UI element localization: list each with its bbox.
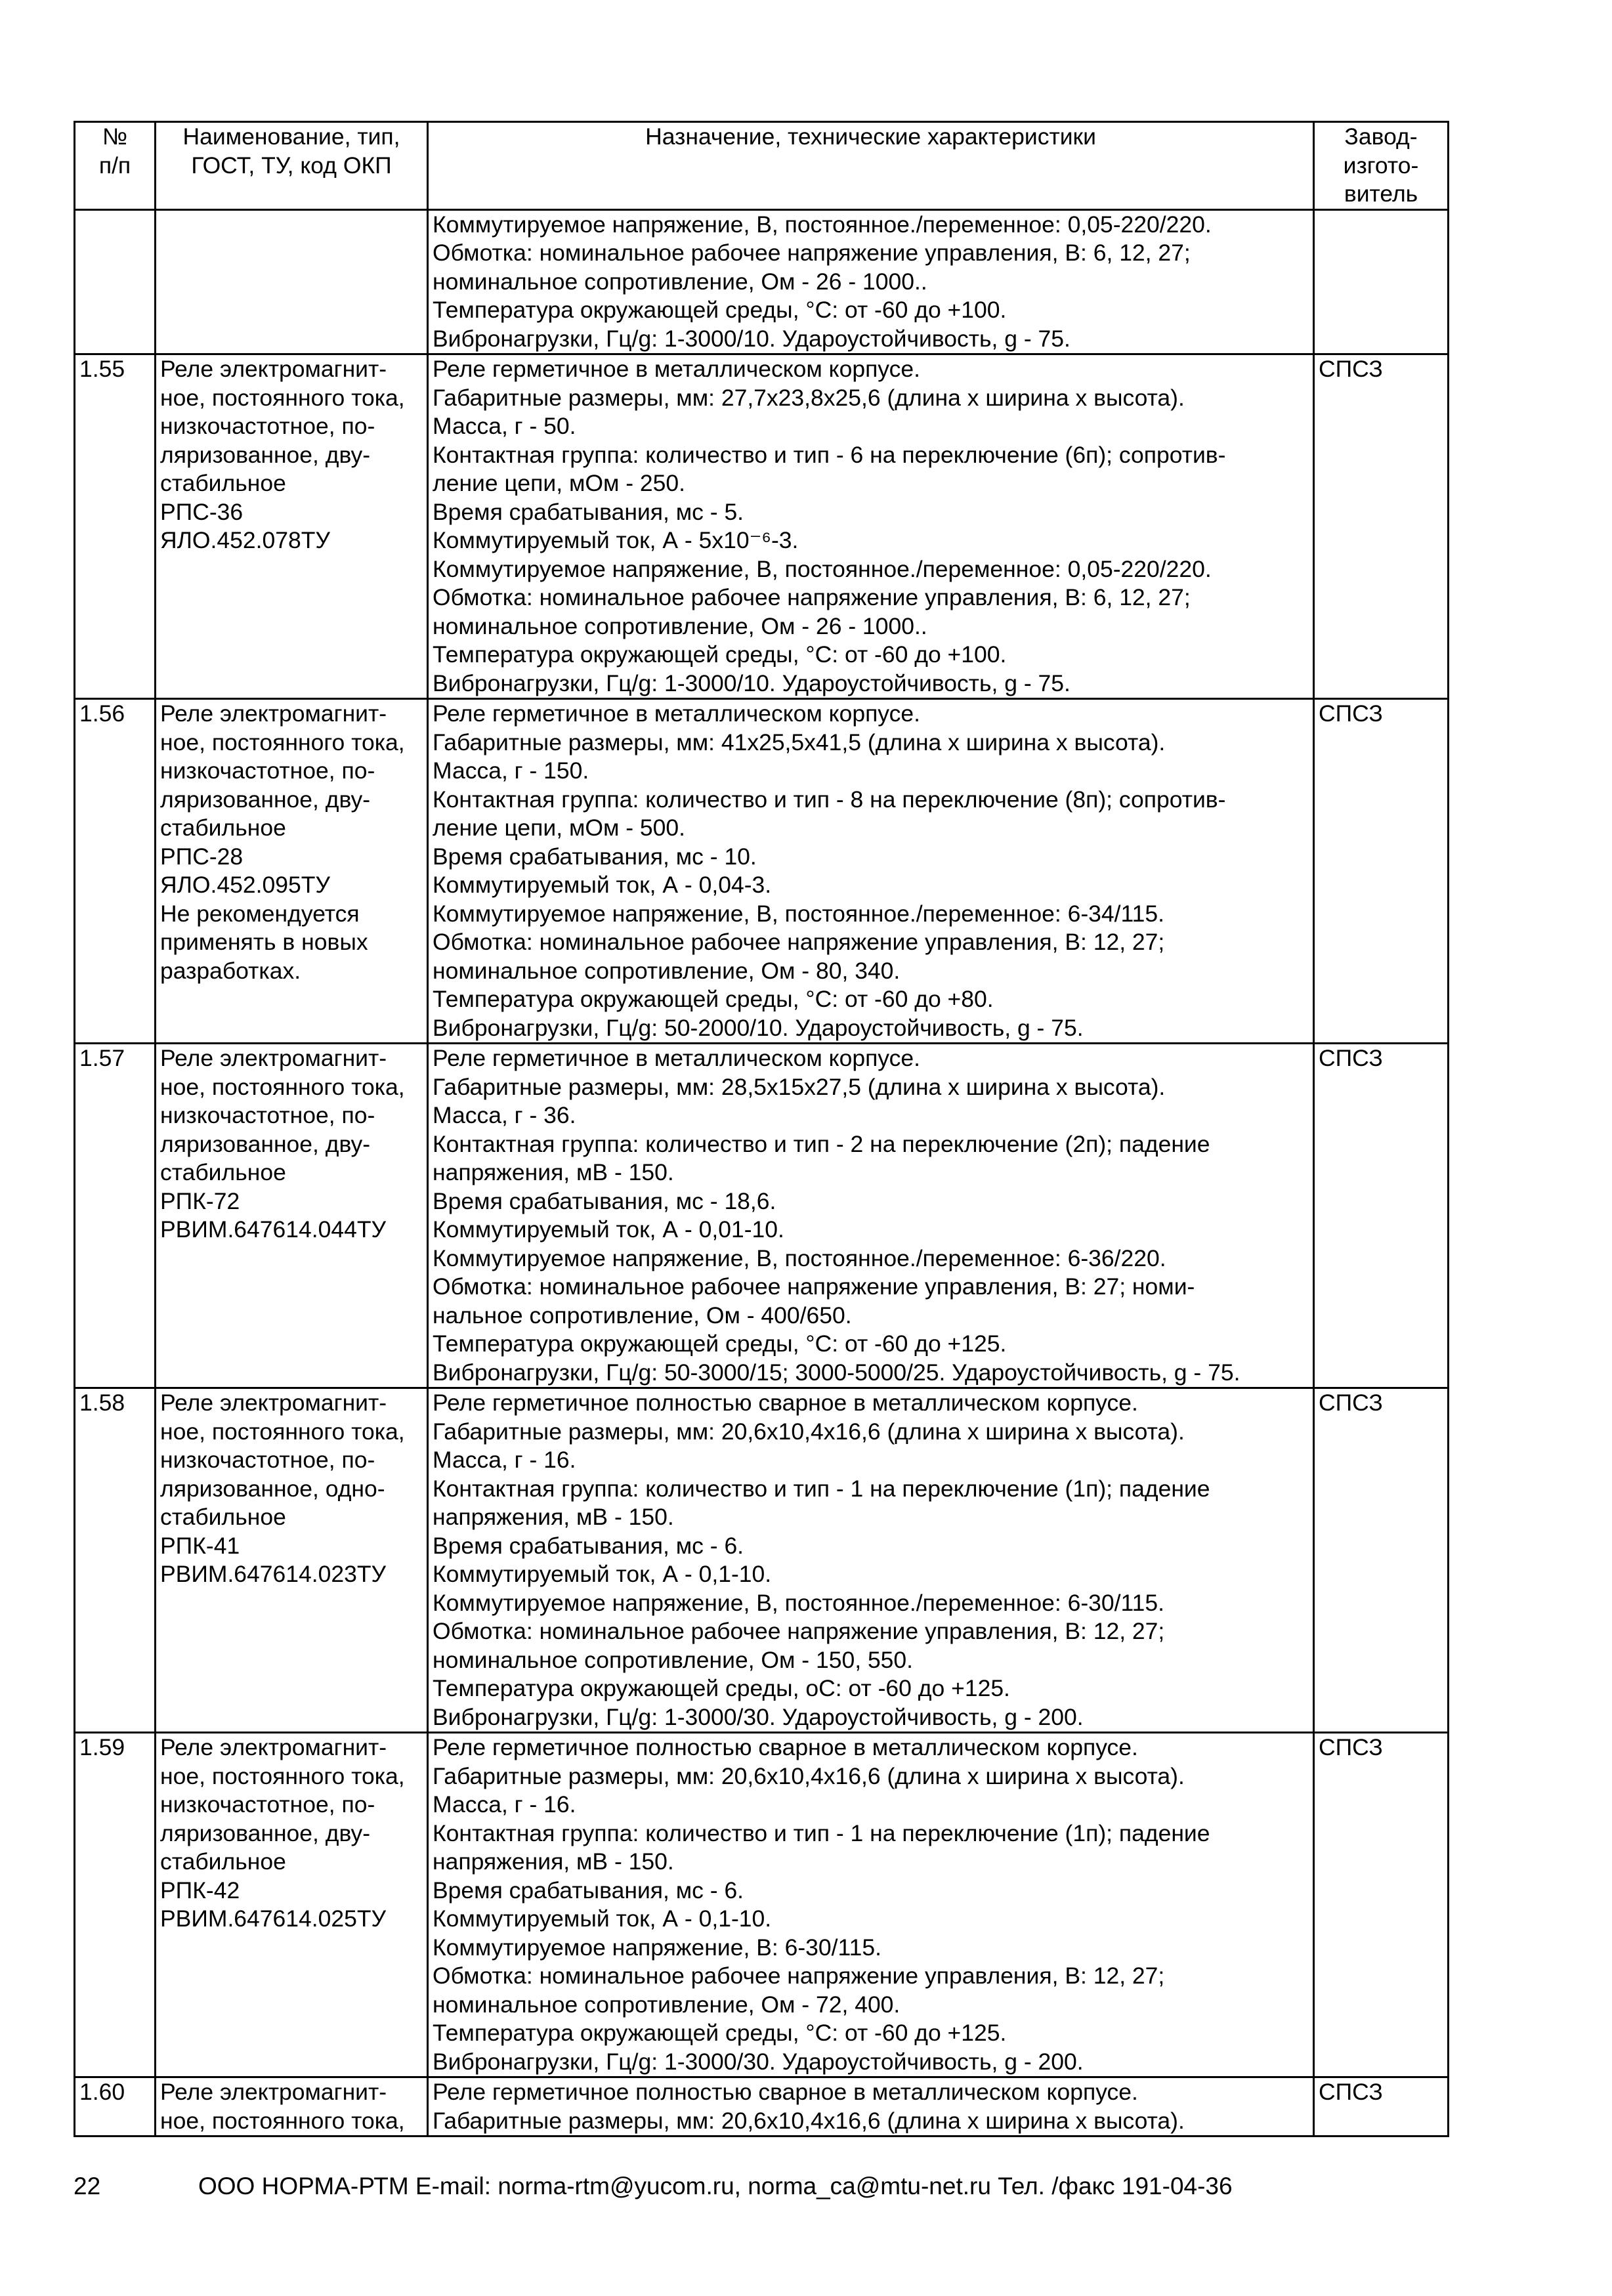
spec-line: Коммутируемый ток, А - 5х10⁻⁶-3. — [433, 527, 799, 553]
spec-line: Коммутируемое напряжение, В, постоянное./переменное: 6-36/220. — [433, 1244, 1166, 1271]
name-line: РПК-41 — [160, 1532, 240, 1559]
name-line: ляризованное, дву- — [160, 1130, 371, 1157]
name-line: РВИМ.647614.023ТУ — [160, 1561, 387, 1587]
spec-line: Коммутируемое напряжение, В: 6-30/115. — [433, 1934, 881, 1961]
spec-line: Время срабатывания, мс - 6. — [433, 1532, 744, 1559]
spec-line: Габаритные размеры, мм: 20,6х10,4х16,6 (длина х ширина х высота). — [433, 2107, 1185, 2134]
spec-line: Реле герметичное в металлическом корпусе. — [433, 1045, 921, 1071]
row-specs — [428, 1388, 1314, 1733]
name-line: низкочастотное, по- — [160, 757, 375, 784]
spec-line: Масса, г - 150. — [433, 757, 589, 784]
table-row — [75, 209, 1449, 354]
name-line: ляризованное, дву- — [160, 1819, 371, 1846]
table-row — [75, 1388, 1449, 1733]
spec-line: Температура окружающей среды, °С: от -60 до +125. — [433, 1330, 1007, 1357]
name-line: стабильное — [160, 470, 286, 496]
spec-line: ление цепи, мОм - 250. — [433, 470, 686, 496]
page-number: 22 — [74, 2173, 101, 2200]
row-manufacturer: СПСЗ — [1314, 1733, 1449, 2077]
row-specs — [428, 2077, 1314, 2137]
spec-line: Контактная группа: количество и тип - 8 на переключение (8п); сопротив- — [433, 786, 1226, 813]
header-line: ГОСТ, ТУ, код ОКП — [191, 152, 392, 179]
name-line: ляризованное, одно- — [160, 1475, 385, 1502]
spec-line: Обмотка: номинальное рабочее напряжение управления, В: 27; номи- — [433, 1273, 1195, 1300]
header-specs — [428, 122, 1314, 210]
name-line: стабильное — [160, 1848, 286, 1875]
name-line: низкочастотное, по- — [160, 1791, 375, 1818]
name-line: низкочастотное, по- — [160, 413, 375, 439]
spec-line: Коммутируемый ток, А - 0,01-10. — [433, 1216, 784, 1243]
row-specs — [428, 699, 1314, 1044]
row-name — [156, 1044, 428, 1388]
header-line: витель — [1344, 181, 1418, 207]
spec-line: Вибронагрузки, Гц/g: 1-3000/30. Удароустойчивость, g - 200. — [433, 1703, 1084, 1730]
spec-line: номинальное сопротивление, Ом - 80, 340. — [433, 957, 901, 984]
spec-line: Обмотка: номинальное рабочее напряжение управления, В: 6, 12, 27; — [433, 240, 1191, 266]
name-line: низкочастотное, по- — [160, 1102, 375, 1128]
row-specs — [428, 209, 1314, 354]
row-number: 1.59 — [75, 1733, 156, 2077]
name-line: РПС-36 — [160, 498, 244, 525]
spec-line: Габаритные размеры, мм: 41х25,5х41,5 (длина х ширина х высота). — [433, 729, 1166, 755]
spec-line: Контактная группа: количество и тип - 1 на переключение (1п); падение — [433, 1475, 1210, 1502]
spec-line: Габаритные размеры, мм: 20,6х10,4х16,6 (длина х ширина х высота). — [433, 1762, 1185, 1789]
spec-line: номинальное сопротивление, Ом - 72, 400. — [433, 1991, 901, 2018]
row-manufacturer — [1314, 209, 1449, 354]
spec-line: Время срабатывания, мс - 18,6. — [433, 1187, 776, 1214]
spec-line: Вибронагрузки, Гц/g: 50-3000/15; 3000-5000/25. Удароустойчивость, g - 75. — [433, 1359, 1241, 1386]
row-number: 1.60 — [75, 2077, 156, 2137]
name-line: стабильное — [160, 1159, 286, 1185]
header-line: Завод- — [1344, 123, 1418, 150]
name-line: Реле электромагнит- — [160, 1045, 387, 1071]
spec-line: Реле герметичное полностью сварное в металлическом корпусе. — [433, 1390, 1138, 1416]
header-line: Назначение, технические характеристики — [645, 123, 1096, 150]
header-line: Наименование, тип, — [182, 123, 400, 150]
spec-line: Температура окружающей среды, оС: от -60 до +125. — [433, 1675, 1010, 1701]
spec-line: Коммутируемое напряжение, В, постоянное./переменное: 6-30/115. — [433, 1589, 1164, 1616]
spec-line: Обмотка: номинальное рабочее напряжение управления, В: 12, 27; — [433, 1618, 1165, 1644]
spec-line: Коммутируемое напряжение, В, постоянное./переменное: 6-34/115. — [433, 900, 1164, 927]
table-row — [75, 354, 1449, 699]
name-line: Реле электромагнит- — [160, 356, 387, 382]
spec-line: Габаритные размеры, мм: 20,6х10,4х16,6 (длина х ширина х высота). — [433, 1418, 1185, 1445]
spec-line: Время срабатывания, мс - 10. — [433, 843, 757, 870]
spec-line: Вибронагрузки, Гц/g: 1-3000/30. Удароустойчивость, g - 200. — [433, 2048, 1084, 2075]
name-line: Реле электромагнит- — [160, 2079, 387, 2105]
spec-line: Масса, г - 16. — [433, 1791, 576, 1818]
spec-line: Реле герметичное в металлическом корпусе. — [433, 356, 921, 382]
spec-line: номинальное сопротивление, Ом - 150, 550. — [433, 1646, 914, 1673]
row-number: 1.55 — [75, 354, 156, 699]
row-manufacturer: СПСЗ — [1314, 1044, 1449, 1388]
spec-line: Коммутируемый ток, А - 0,1-10. — [433, 1905, 772, 1932]
spec-line: Габаритные размеры, мм: 27,7х23,8х25,6 (длина х ширина х высота). — [433, 384, 1185, 411]
name-line: Реле электромагнит- — [160, 1390, 387, 1416]
spec-line: напряжения, мВ - 150. — [433, 1504, 674, 1530]
row-specs — [428, 1044, 1314, 1388]
header-name — [156, 122, 428, 210]
spec-line: Габаритные размеры, мм: 28,5х15х27,5 (длина х ширина х высота). — [433, 1073, 1166, 1100]
spec-line: нальное сопротивление, Ом - 400/650. — [433, 1302, 852, 1329]
name-line: применять в новых — [160, 929, 368, 955]
name-line: низкочастотное, по- — [160, 1447, 375, 1473]
spec-line: Коммутируемое напряжение, В, постоянное./переменное: 0,05-220/220. — [433, 555, 1212, 582]
spec-line: Время срабатывания, мс - 5. — [433, 498, 744, 525]
row-name — [156, 209, 428, 354]
header-line: п/п — [98, 152, 131, 179]
spec-line: Коммутируемый ток, А - 0,1-10. — [433, 1561, 772, 1587]
name-line: РПК-42 — [160, 1877, 240, 1903]
spec-line: Температура окружающей среды, °С: от -60 до +80. — [433, 986, 994, 1012]
name-line: ЯЛО.452.095ТУ — [160, 872, 330, 898]
name-line: Реле электромагнит- — [160, 1734, 387, 1760]
row-specs — [428, 1733, 1314, 2077]
row-name — [156, 2077, 428, 2137]
row-name — [156, 1733, 428, 2077]
table-row — [75, 2077, 1449, 2137]
table-row — [75, 1044, 1449, 1388]
name-line: РПС-28 — [160, 843, 244, 870]
spec-line: Вибронагрузки, Гц/g: 1-3000/10. Удароустойчивость, g - 75. — [433, 670, 1071, 696]
row-manufacturer: СПСЗ — [1314, 1388, 1449, 1733]
name-line: Реле электромагнит- — [160, 700, 387, 727]
spec-line: Обмотка: номинальное рабочее напряжение управления, В: 6, 12, 27; — [433, 584, 1191, 610]
table-row — [75, 699, 1449, 1044]
spec-line: Температура окружающей среды, °С: от -60 до +100. — [433, 641, 1007, 668]
name-line: ное, постоянного тока, — [160, 1418, 405, 1445]
name-line: ное, постоянного тока, — [160, 2107, 405, 2134]
row-number: 1.56 — [75, 699, 156, 1044]
table-row — [75, 1733, 1449, 2077]
spec-line: номинальное сопротивление, Ом - 26 - 1000.. — [433, 612, 927, 639]
spec-line: Контактная группа: количество и тип - 6 на переключение (6п); сопротив- — [433, 441, 1226, 468]
spec-line: Вибронагрузки, Гц/g: 1-3000/10. Удароустойчивость, g - 75. — [433, 325, 1071, 352]
spec-line: Время срабатывания, мс - 6. — [433, 1877, 744, 1903]
row-number: 1.58 — [75, 1388, 156, 1733]
row-manufacturer: СПСЗ — [1314, 354, 1449, 699]
spec-line: Реле герметичное полностью сварное в металлическом корпусе. — [433, 1734, 1138, 1760]
spec-line: Обмотка: номинальное рабочее напряжение управления, В: 12, 27; — [433, 1963, 1165, 1989]
row-name — [156, 1388, 428, 1733]
name-line: ляризованное, дву- — [160, 786, 371, 813]
name-line: разработках. — [160, 957, 301, 984]
footer-contacts: ООО НОРМА-РТМ E-mail: norma-rtm@yucom.ru, norma_ca@mtu-net.ru Тел. /факс 191-04-36 — [198, 2173, 1233, 2200]
row-number: 1.57 — [75, 1044, 156, 1388]
spec-line: Обмотка: номинальное рабочее напряжение управления, В: 12, 27; — [433, 929, 1165, 955]
spec-line: напряжения, мВ - 150. — [433, 1848, 674, 1875]
spec-line: ление цепи, мОм - 500. — [433, 815, 686, 841]
name-line: Не рекомендуется — [160, 900, 360, 927]
name-line: ное, постоянного тока, — [160, 384, 405, 411]
spec-line: Коммутируемый ток, А - 0,04-3. — [433, 872, 772, 898]
table-header-row — [75, 122, 1449, 210]
spec-line: Вибронагрузки, Гц/g: 50-2000/10. Удароустойчивость, g - 75. — [433, 1014, 1084, 1041]
header-maker — [1314, 122, 1449, 210]
spec-line: Контактная группа: количество и тип - 1 на переключение (1п); падение — [433, 1819, 1210, 1846]
row-name — [156, 699, 428, 1044]
spec-line: Контактная группа: количество и тип - 2 на переключение (2п); падение — [433, 1130, 1210, 1157]
name-line: ное, постоянного тока, — [160, 1073, 405, 1100]
name-line: ное, постоянного тока, — [160, 1762, 405, 1789]
header-line: изгото- — [1343, 152, 1419, 179]
row-specs — [428, 354, 1314, 699]
name-line: РВИМ.647614.044ТУ — [160, 1216, 387, 1243]
spec-line: Масса, г - 16. — [433, 1447, 576, 1473]
spec-line: Температура окружающей среды, °С: от -60 до +125. — [433, 2020, 1007, 2046]
spec-line: Реле герметичное полностью сварное в металлическом корпусе. — [433, 2079, 1138, 2105]
name-line: ляризованное, дву- — [160, 441, 371, 468]
row-manufacturer: СПСЗ — [1314, 699, 1449, 1044]
name-line: ЯЛО.452.078ТУ — [160, 527, 330, 553]
spec-line: Температура окружающей среды, °С: от -60 до +100. — [433, 297, 1007, 323]
name-line: РВИМ.647614.025ТУ — [160, 1905, 387, 1932]
spec-line: Масса, г - 50. — [433, 413, 576, 439]
spec-line: Реле герметичное в металлическом корпусе. — [433, 700, 921, 727]
spec-line: Коммутируемое напряжение, В, постоянное./переменное: 0,05-220/220. — [433, 211, 1212, 238]
relay-spec-table — [74, 121, 1449, 2137]
header-line: № — [102, 123, 128, 150]
table-body — [75, 209, 1449, 2137]
row-manufacturer: СПСЗ — [1314, 2077, 1449, 2137]
row-number — [75, 209, 156, 354]
name-line: РПК-72 — [160, 1187, 240, 1214]
row-name — [156, 354, 428, 699]
name-line: стабильное — [160, 1504, 286, 1530]
name-line: стабильное — [160, 815, 286, 841]
spec-line: Масса, г - 36. — [433, 1102, 576, 1128]
spec-line: номинальное сопротивление, Ом - 26 - 1000.. — [433, 268, 927, 295]
spec-line: напряжения, мВ - 150. — [433, 1159, 674, 1185]
header-number — [75, 122, 156, 210]
name-line: ное, постоянного тока, — [160, 729, 405, 755]
